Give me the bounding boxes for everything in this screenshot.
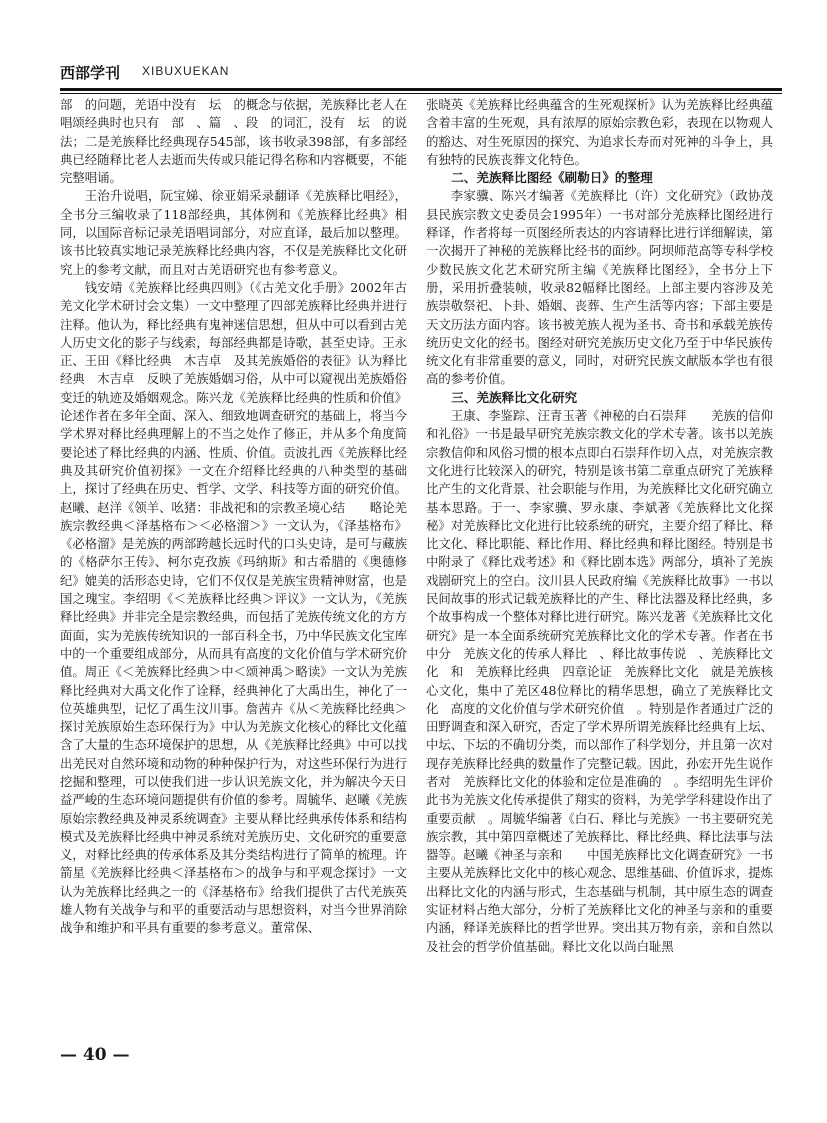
body-paragraph: 钱安靖《羌族释比经典四则》（《古羌文化手册》2002年古羌文化学术研讨会文集）一文中整理了四部羌族释比经典并进行注释。他认为，释比经典有鬼神迷信思想，但从中可以看到古羌人历史文化的影子与线索，每部经典都是诗歌，甚至史诗。王永正、王田《释比经典 木吉卓 及其羌族婚俗的表征》认为释比经典 木吉卓 反映了羌族婚姻习俗，从中可以窥视出羌族婚俗变迁的轨迹及婚姻观念。陈兴龙《羌族释比经典的性质和价值》论述作者在多年全面、深入、细致地调查研究的基础上，将当今学术界对释比经典理解上的不当之处作了修正，并从多个角度简要论述了释比经典的内涵、性质、价值。贡波扎西《羌族释比经典及其研究价值初探》一文在介绍释比经典的八种类型的基础上，探讨了经典在历史、哲学、文学、科技等方面的研究价值。赵曦、赵洋《领羊、吆猪：非战祀和的宗教圣境心结 略论羌族宗教经典＜泽基格布＞＜必格溜＞》一文认为，《泽基格布》《必格溜》是羌族的两部跨越长远时代的口头史诗，是可与藏族的《格萨尔王传》、柯尔克孜族《玛纳斯》和古希腊的《奥德修纪》媲美的活形态史诗，它们不仅仅是羌族宝贵精神财富，也是国之瑰宝。李绍明《＜羌族释比经典＞评议》一文认为，《羌族释比经典》并非完全是宗教经典，而包括了羌族传统文化的方方面面，实为羌族传统知识的一部百科全书，乃中华民族文化宝库中的一个重要组成部分，从而具有高度的文化价值与学术研究价值。周正《＜羌族释比经典＞中＜颂神禹＞略读》一文认为羌族释比经典对大禹文化作了诠释，经典神化了大禹出生，神化了一位英雄典型，记忆了禹生汶川事。詹茜卉《从＜羌族释比经典＞探讨羌族原始生态环保行为》中认为羌族文化核心的释比文化蕴含了大量的生态环境保护的思想，从《羌族释比经典》中可以找出羌民对自然环境和动物的种种保护行为，对这些环保行为进行挖掘和整理，可以使我们进一步认识羌族文化，并为解决今天日益严峻的生态环境问题提供有价值的参考。周毓华、赵曦《羌族原始宗教经典及神灵系统调查》主要从释比经典承传体系和结构模式及羌族释比经典中神灵系统对羌族历史、文化研究的重要意义，对释比经典的传承体系及其分类结构进行了简单的梳理。许箭星《羌族释比经典＜泽基格布＞的战争与和平观念探讨》一文认为羌族释比经典之一的《泽基格布》给我们提供了古代羌族英雄人物有关战争与和平的重要活动与思想资料，对当今世界消除战争和维护和平具有重要的参考意义。董常保、 — [60, 279, 407, 936]
header-rule-thick — [60, 88, 782, 91]
body-paragraph: 王治升说唱，阮宝娣、徐亚娟采录翻译《羌族释比唱经》，全书分三编收录了118部经典，其体例和《羌族释比经典》相同，以国际音标记录羌语唱词部分，对应直译，最后加以整理。该书比较真实地记录羌族释比经典内容，不仅是羌族释比文化研究上的参考文献，而且对古羌语研究也有参考意义。 — [60, 188, 407, 277]
section-heading: 二、羌族释比图经《刷勒日》的整理 — [451, 170, 653, 186]
header-rule-thin — [60, 93, 782, 94]
right-column — [426, 96, 786, 1036]
body-paragraph: 王康、李鉴踪、汪青玉著《神秘的白石崇拜 羌族的信仰和礼俗》一书是最早研究羌族宗教文化的学术专著。该书以羌族宗教信仰和风俗习惯的根本点即白石崇拜作切入点，对羌族宗教文化进行比较深入的研究，特别是该书第二章重点研究了羌族释比产生的文化背景、社会职能与作用，为羌族释比文化研究确立基本思路。于一、李家骥、罗永康、李斌著《羌族释比文化探秘》对羌族释比文化进行比较系统的研究，主要介绍了释比、释比文化、释比职能、释比作用、释比经典和释比图经。特别是书中附录了《释比戏考述》和《释比剧本选》两部分，填补了羌族戏剧研究上的空白。汶川县人民政府编《羌族释比故事》一书以民间故事的形式记载羌族释比的产生、释比法器及释比经典，多个故事构成一个整体对释比进行研究。陈兴龙著《羌族释比文化研究》是一本全面系统研究羌族释比文化的学术专著。作者在书中分 羌族文化的传承人释比 、释比故事传说 、羌族释比文化 和 羌族释比经典 四章论证 羌族释比文化 就是羌族核心文化，集中了羌区48位释比的精华思想，确立了羌族释比文化 高度的文化价值与学术研究价值 。特别是作者通过广泛的田野调查和深入研究，否定了学术界所谓羌族释比经典有上坛、中坛、下坛的不确切分类，而以部作了科学划分，并且第一次对现存羌族释比经典的数量作了完整记载。因此，孙宏开先生说作者对 羌族释比文化的体验和定位是准确的 。李绍明先生评价 此书为羌族文化传承提供了翔实的资料，为羌学学科建设作出了重要贡献 。周毓华编著《白石、释比与羌族》一书主要研究羌族宗教，其中第四章概述了羌族释比、释比经典、释比法事与法器等。赵曦《神圣与亲和 中国羌族释比文化调查研究》一书主要从羌族释比文化中的核心观念、思维基础、价值诉求，提炼出释比文化的内涵与形式，生态基础与机制，其中原生态的调查实证材料占绝大部分，分析了羌族释比文化的神圣与亲和的重要内涵，释译羌族释比的哲学世界。突出其万物有亲，亲和自然以及社会的哲学价值基础。释比文化以尚白耻黑 — [426, 408, 786, 954]
journal-name-en: XIBUXUEKAN — [142, 64, 230, 78]
journal-name-cn: 西部学刊 — [60, 64, 121, 82]
left-column — [60, 96, 407, 1036]
page-header — [60, 62, 782, 84]
body-paragraph: 李家骥、陈兴才编著《羌族释比（许）文化研究》（政协茂县民族宗教文史委员会1995年）一书对部分羌族释比图经进行释译，作者将每一页图经所表达的内容请释比进行详细解读，第一次揭开了神秘的羌族释比经书的面纱。阿坝师范高等专科学校少数民族文化艺术研究所主编《羌族释比图经》，全书分上下册，采用折叠装帧，收录82幅释比图经。上部主要内容涉及羌族崇敬祭祀、卜卦、婚姻、丧葬、生产生活等内容；下部主要是天文历法方面内容。该书被羌族人视为圣书、奇书和承载羌族传统历史文化的经书。图经对研究羌族历史文化乃至于中华民族传统文化有非常重要的意义，同时，对研究民族文献版本学也有很高的参考价值。 — [426, 188, 773, 387]
page-number: — 40 — — [60, 1045, 130, 1065]
body-paragraph: 张晓英《羌族释比经典蕴含的生死观探析》认为羌族释比经典蕴含着丰富的生死观，具有浓厚的原始宗教色彩，表现在以物观人的豁达、对生死原因的探究、为追求长寿而对死神的斗争上，具有独特的民族丧葬文化特色。 — [426, 97, 773, 167]
body-paragraph: 部 的问题，羌语中没有 坛 的概念与依据，羌族释比老人在唱颂经典时也只有 部 、篇 、段 的词汇，没有 坛 的说法；二是羌族释比经典现存545部，该书收录398部，有多部经典已经随释比老人去逝而失传或只能记得名称和内容概要，不能完整唱诵。 — [60, 97, 407, 186]
section-heading: 三、羌族释比文化研究 — [451, 389, 578, 405]
